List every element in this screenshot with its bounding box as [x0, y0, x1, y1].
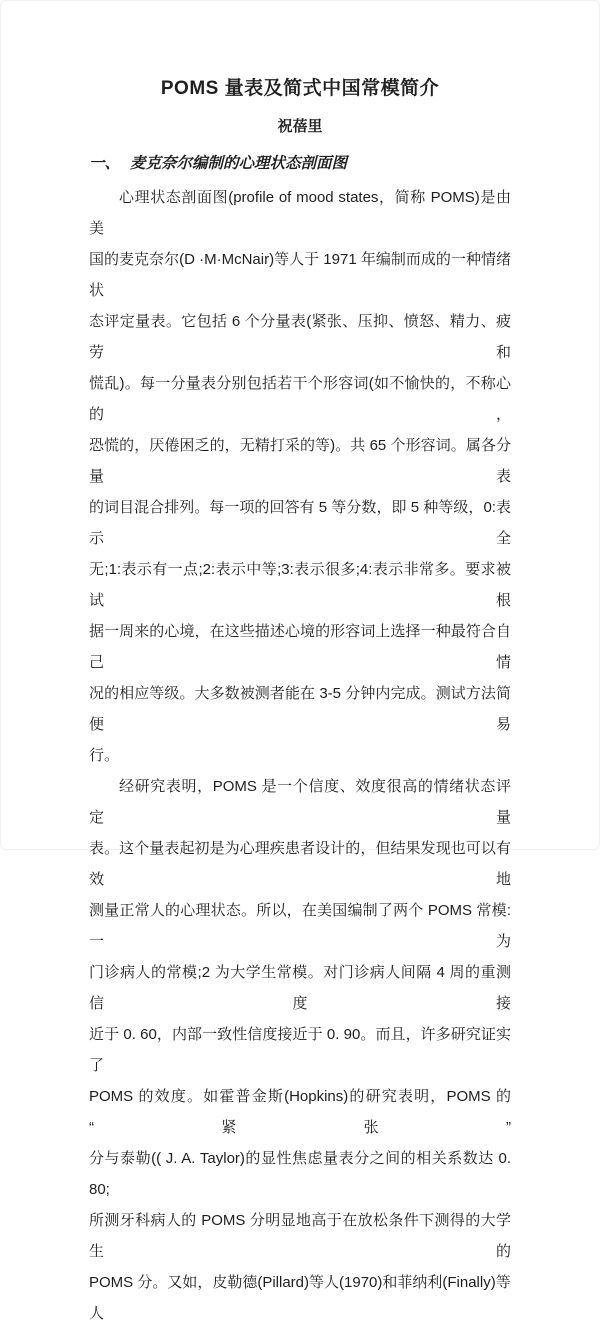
text-line: 门诊病人的常模;2 为大学生常模。对门诊病人间隔 4 周的重测信度接 — [89, 964, 511, 1012]
text-line: 无;1:表示有一点;2:表示中等;3:表示很多;4:表示非常多。要求被试根 — [89, 561, 511, 609]
document-title: POMS 量表及简式中国常模简介 — [160, 78, 440, 99]
text-line: 分与泰勒(( J. A. Taylor)的显性焦虑量表分之间的相关系数达 0. 80; — [89, 1150, 511, 1198]
text-line: 所测牙科病人的 POMS 分明显地高于在放松条件下测得的大学生的 — [89, 1212, 511, 1260]
text-line: 态评定量表。它包括 6 个分量表(紧张、压抑、愤怒、精力、疲劳和 — [89, 313, 511, 361]
text-line: 慌乱)。每一分量表分别包括若干个形容词(如不愉快的，不称心的， — [89, 375, 511, 423]
text-line: 经研究表明，POMS 是一个信度、效度很高的情绪状态评定量 — [89, 778, 511, 826]
text-line: 测量正常人的心理状态。所以，在美国编制了两个 POMS 常模:一为 — [89, 902, 511, 950]
text-line: 况的相应等级。大多数被测者能在 3-5 分钟内完成。测试方法简便易 — [89, 685, 511, 733]
text-line: 心理状态剖面图(profile of mood states，简称 POMS)是由美 — [89, 189, 511, 237]
section-number: 一、 — [89, 155, 121, 172]
text-line: 恐慌的，厌倦困乏的，无精打采的等)。共 65 个形容词。属各分量表 — [89, 437, 511, 485]
text-line: POMS 的效度。如霍普金斯(Hopkins)的研究表明，POMS 的 “紧张” — [89, 1088, 511, 1136]
paragraph-2 — [89, 771, 511, 1329]
text-line: 行。 — [89, 747, 120, 764]
text-line: 的词目混合排列。每一项的回答有 5 等分数，即 5 种等级，0:表示全 — [89, 499, 511, 547]
paragraph-1 — [89, 182, 511, 771]
author-name: 祝蓓里 — [277, 118, 323, 135]
text-line: 近于 0. 60，内部一致性信度接近于 0. 90。而且，许多研究证实了 — [89, 1026, 511, 1074]
document-body — [89, 182, 511, 1329]
text-line: 国的麦克奈尔(D ·M·McNair)等人于 1971 年编制而成的一种情绪状 — [89, 251, 511, 299]
text-line: 据一周来的心境，在这些描述心境的形容词上选择一种最符合自己情 — [89, 623, 511, 671]
section-heading — [89, 151, 511, 173]
text-line: 表。这个量表起初是为心理疾患者设计的，但结果发现也可以有效地 — [89, 840, 511, 888]
text-line: POMS 分。又如，皮勒德(Pillard)等人(1970)和菲纳利(Finally)等人 — [89, 1274, 511, 1322]
section-heading-text: 麦克奈尔编制的心理状态剖面图 — [130, 155, 348, 172]
